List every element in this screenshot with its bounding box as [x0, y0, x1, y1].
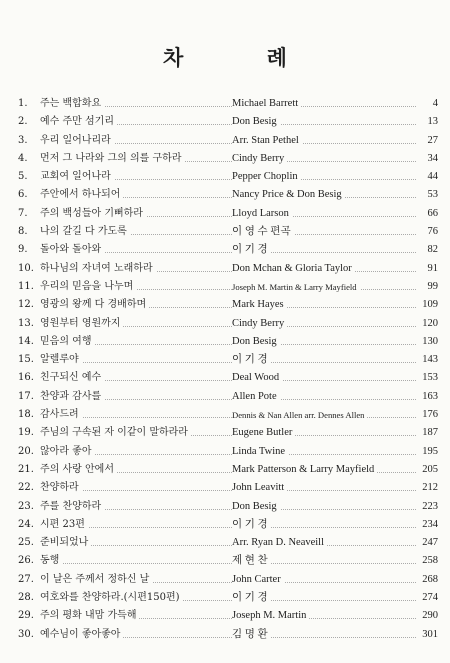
entry-title: 영원부터 영원까지 [40, 317, 246, 331]
entry-title: 주를 찬양하라 [40, 500, 246, 514]
entry-title: 동행 [40, 554, 246, 568]
entry-number: 16. [18, 372, 34, 384]
toc-entry [18, 170, 438, 188]
entry-page-number: 205 [422, 463, 438, 475]
entry-author: Cindy Berry [232, 152, 418, 166]
entry-author: Linda Twine [232, 445, 418, 459]
entry-title: 시편 23편 [40, 518, 246, 532]
toc-entry [18, 481, 438, 499]
entry-title: 찬양하라 [40, 481, 246, 495]
entry-title: 주안에서 하나되어 [40, 188, 246, 202]
entry-page-number: 44 [427, 171, 438, 183]
toc-entry [18, 445, 438, 463]
entry-author: Mark Patterson & Larry Mayfield [232, 463, 418, 477]
entry-author: Dennis & Nan Allen arr. Dennes Allen [232, 408, 418, 422]
entry-number: 28. [18, 592, 34, 604]
entry-author: John Carter [232, 573, 418, 587]
entry-number: 30. [18, 628, 34, 640]
entry-title: 영광의 왕께 다 경배하며 [40, 298, 246, 312]
entry-author: 이 기 경 [232, 243, 418, 257]
entry-title: 예수 주만 섬기리 [40, 115, 246, 129]
entry-title: 주는 백합화요 [40, 97, 246, 111]
entry-number: 18. [18, 409, 34, 421]
entry-author: Don Besig [232, 115, 418, 129]
entry-number: 29. [18, 610, 34, 622]
toc-entry [18, 188, 438, 206]
toc-entry [18, 463, 438, 481]
entry-page-number: 187 [422, 427, 438, 439]
entry-title: 예수님이 좋아좋아 [40, 628, 246, 642]
toc-entry [18, 243, 438, 261]
entry-author: Allen Pote [232, 390, 418, 404]
entry-page-number: 212 [422, 482, 438, 494]
entry-number: 20. [18, 445, 34, 457]
entry-title: 교회여 일어나라 [40, 170, 246, 184]
entry-author: Nancy Price & Don Besig [232, 188, 418, 202]
toc-entry [18, 408, 438, 426]
toc-entry [18, 554, 438, 572]
entry-page-number: 27 [427, 134, 438, 146]
toc-entry [18, 317, 438, 335]
entry-page-number: 76 [427, 226, 438, 238]
entry-number: 5. [18, 171, 28, 183]
entry-number: 10. [18, 262, 34, 274]
entry-title: 찬양과 감사를 [40, 390, 246, 404]
entry-page-number: 66 [427, 207, 438, 219]
entry-number: 12. [18, 299, 34, 311]
toc-entry [18, 207, 438, 225]
entry-number: 24. [18, 518, 34, 530]
entry-title: 준비되었나 [40, 536, 246, 550]
entry-author: Pepper Choplin [232, 170, 418, 184]
entry-page-number: 234 [422, 518, 438, 530]
entry-number: 19. [18, 427, 34, 439]
entry-author: Don Mchan & Gloria Taylor [232, 262, 418, 276]
entry-number: 21. [18, 463, 34, 475]
entry-number: 14. [18, 335, 34, 347]
entry-number: 8. [18, 226, 28, 238]
entry-number: 4. [18, 152, 28, 164]
entry-title: 나의 갈길 다 가도록 [40, 225, 246, 239]
entry-page-number: 153 [422, 372, 438, 384]
entry-title: 주님의 구속된 자 이같이 말하라라 [40, 426, 246, 440]
entry-number: 15. [18, 354, 34, 366]
entry-number: 23. [18, 500, 34, 512]
entry-page-number: 258 [422, 555, 438, 567]
entry-page-number: 268 [422, 573, 438, 585]
entry-title: 친구되신 예수 [40, 371, 246, 385]
toc-entry [18, 134, 438, 152]
toc-entry [18, 225, 438, 243]
entry-author: Joseph M. Martin & Larry Mayfield [232, 280, 418, 294]
toc-entry [18, 591, 438, 609]
entry-number: 13. [18, 317, 34, 329]
toc-entry [18, 371, 438, 389]
entry-number: 9. [18, 244, 28, 256]
toc-entry [18, 152, 438, 170]
entry-title: 여호와를 찬양하라.(시편150편) [40, 591, 246, 605]
entry-number: 11. [18, 280, 34, 292]
entry-page-number: 120 [422, 317, 438, 329]
entry-page-number: 290 [422, 610, 438, 622]
entry-title: 우리의 믿음을 나누며 [40, 280, 246, 294]
entry-author: Eugene Butler [232, 426, 418, 440]
toc-entry [18, 298, 438, 316]
entry-page-number: 99 [427, 280, 438, 292]
entry-number: 3. [18, 134, 28, 146]
entry-author: Lloyd Larson [232, 207, 418, 221]
entry-number: 22. [18, 482, 34, 494]
toc-entry [18, 115, 438, 133]
table-of-contents [18, 97, 438, 646]
entry-author: Don Besig [232, 500, 418, 514]
entry-author: Arr. Ryan D. Neaveill [232, 536, 418, 550]
entry-title: 믿음의 여행 [40, 335, 246, 349]
entry-author: Deal Wood [232, 371, 418, 385]
entry-page-number: 82 [427, 244, 438, 256]
entry-page-number: 34 [427, 152, 438, 164]
entry-author: Joseph M. Martin [232, 609, 418, 623]
entry-number: 6. [18, 189, 28, 201]
page-title: 차 례 [163, 46, 325, 70]
entry-number: 2. [18, 116, 28, 128]
toc-entry [18, 426, 438, 444]
entry-title: 돌아와 돌아와 [40, 243, 246, 257]
entry-page-number: 13 [427, 116, 438, 128]
entry-number: 7. [18, 207, 28, 219]
entry-page-number: 274 [422, 592, 438, 604]
entry-title: 우리 일어나리라 [40, 134, 246, 148]
entry-author: 이 영 수 편곡 [232, 225, 418, 239]
entry-title: 않아라 좋아 [40, 445, 246, 459]
entry-page-number: 195 [422, 445, 438, 457]
toc-entry [18, 500, 438, 518]
entry-author: Michael Barrett [232, 97, 418, 111]
entry-title: 먼저 그 나라와 그의 의를 구하라 [40, 152, 246, 166]
entry-number: 17. [18, 390, 34, 402]
entry-page-number: 301 [422, 628, 438, 640]
entry-page-number: 143 [422, 354, 438, 366]
entry-author: 이 기 경 [232, 353, 418, 367]
entry-number: 1. [18, 98, 28, 109]
toc-entry [18, 97, 438, 115]
entry-author: Mark Hayes [232, 298, 418, 312]
entry-author: Arr. Stan Pethel [232, 134, 418, 148]
toc-entry [18, 518, 438, 536]
toc-entry [18, 280, 438, 298]
toc-entry [18, 262, 438, 280]
entry-author: 이 기 경 [232, 591, 418, 605]
toc-entry [18, 536, 438, 554]
entry-author: 김 명 환 [232, 628, 418, 642]
entry-page-number: 223 [422, 500, 438, 512]
entry-author: Cindy Berry [232, 317, 418, 331]
entry-page-number: 109 [422, 299, 438, 311]
entry-author: Don Besig [232, 335, 418, 349]
entry-author: 제 현 찬 [232, 554, 418, 568]
entry-page-number: 247 [422, 537, 438, 549]
toc-entry [18, 335, 438, 353]
entry-number: 27. [18, 573, 34, 585]
entry-title: 하나님의 자녀여 노래하라 [40, 262, 246, 276]
entry-number: 26. [18, 555, 34, 567]
entry-title: 이 날은 주께서 정하신 날 [40, 573, 246, 587]
entry-title: 감사드려 [40, 408, 246, 422]
toc-entry [18, 573, 438, 591]
entry-title: 주의 사랑 안에서 [40, 463, 246, 477]
toc-entry [18, 353, 438, 371]
entry-page-number: 176 [422, 409, 438, 421]
toc-entry [18, 628, 438, 646]
entry-page-number: 4 [432, 98, 438, 109]
entry-title: 알렐루야 [40, 353, 246, 367]
entry-title: 주의 백성들아 기뻐하라 [40, 207, 246, 221]
toc-entry [18, 609, 438, 627]
entry-page-number: 91 [427, 262, 438, 274]
entry-number: 25. [18, 537, 34, 549]
entry-page-number: 53 [427, 189, 438, 201]
entry-page-number: 163 [422, 390, 438, 402]
toc-entry [18, 390, 438, 408]
entry-title: 주의 평화 내맘 가득해 [40, 609, 246, 623]
entry-author: John Leavitt [232, 481, 418, 495]
entry-author: 이 기 경 [232, 518, 418, 532]
entry-page-number: 130 [422, 335, 438, 347]
